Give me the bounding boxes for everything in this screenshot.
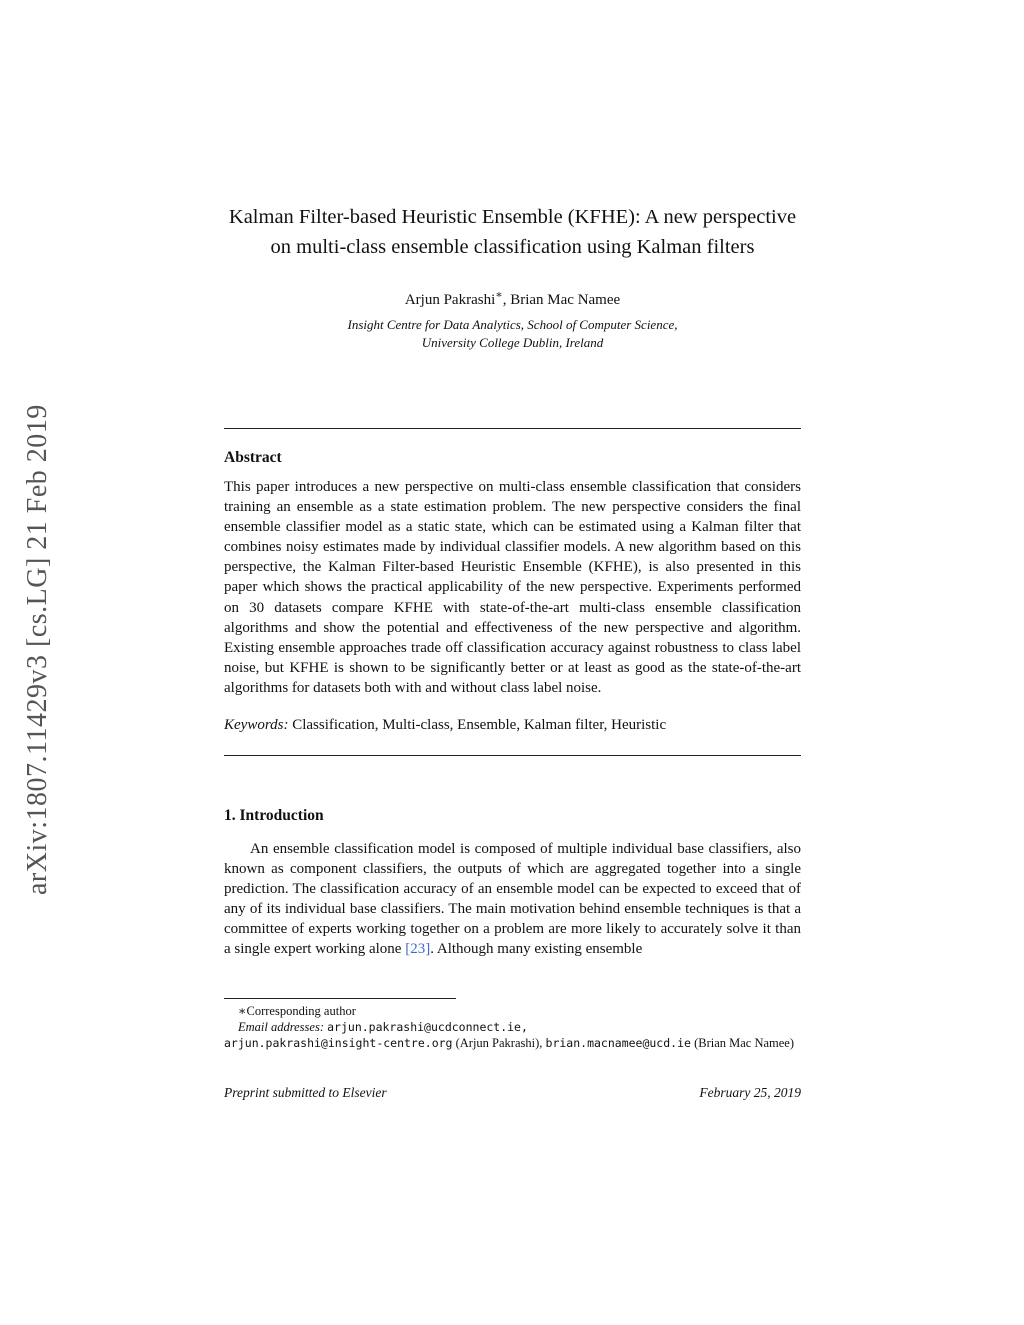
- preprint-note: Preprint submitted to Elsevier: [224, 1085, 387, 1101]
- keywords-text: Classification, Multi-class, Ensemble, Kalman filter, Heuristic: [288, 717, 667, 734]
- abstract-bottom-rule: [224, 755, 801, 756]
- paper-title: Kalman Filter-based Heuristic Ensemble (KFHE): A new perspective on multi-class ensemble classification using Kalman filters: [228, 206, 797, 258]
- footnote-block: [224, 998, 801, 1052]
- section-1-heading: 1. Introduction: [224, 806, 324, 824]
- abstract-top-rule: [224, 428, 801, 429]
- email-address-1: arjun.pakrashi@ucdconnect.ie,: [327, 1019, 528, 1034]
- keywords-line: [224, 715, 801, 735]
- intro-text-before-citation: An ensemble classification model is composed of multiple individual base classifiers, also known as component classifiers, the outputs of which are aggregated together into a single prediction. The classification accuracy of an ensemble model can be expected to exceed that of any of its individual base classifiers. The main motivation behind ensemble techniques is that a committee of experts working together on a problem are more likely to accurately solve it than a single expert working alone: [224, 840, 801, 958]
- affiliation: [224, 316, 801, 351]
- corresponding-author-note: ∗Corresponding author: [238, 1003, 356, 1018]
- email-addresses-label: Email addresses:: [238, 1019, 328, 1034]
- affiliation-line-2: University College Dublin, Ireland: [421, 334, 604, 350]
- keywords-label: Keywords:: [224, 717, 289, 734]
- email-addresses-line-2: [224, 1035, 801, 1051]
- email-addresses-line: [224, 1019, 801, 1035]
- footer-date: February 25, 2019: [699, 1085, 801, 1101]
- email-address-3: brian.macnamee@ucd.ie: [545, 1036, 691, 1051]
- page-footer: [224, 1085, 801, 1101]
- intro-paragraph: [224, 839, 801, 960]
- abstract-heading: Abstract: [224, 448, 282, 466]
- email-owner-2: (Brian Mac Namee): [690, 1036, 795, 1051]
- abstract-text: This paper introduces a new perspective on multi-class ensemble classification that considers training an ensemble as a state estimation problem. The new perspective considers the final ensemble classifier model as a static state, which can be estimated using a Kalman filter that combines noisy estimates made by individual classifier models. A new algorithm based on this perspective, the Kalman Filter-based Heuristic Ensemble (KFHE), is also presented in this paper which shows the practical applicability of the new perspective. Experiments performed on 30 datasets compare KFHE with state-of-the-art multi-class ensemble classification algorithms and show the potential and effectiveness of the new perspective and algorithm. Existing ensemble approaches trade off classification accuracy against robustness to class label noise, but KFHE is shown to be significantly better or at least as good as the state-of-the-art algorithms for datasets both with and without class label noise.: [224, 478, 801, 697]
- footnote-rule: [224, 998, 456, 999]
- corresponding-author-asterisk: ∗: [495, 289, 503, 302]
- author-name-2: , Brian Mac Namee: [502, 292, 621, 309]
- author-line: [224, 288, 801, 309]
- intro-text-after-citation: . Although many existing ensemble: [430, 941, 643, 958]
- affiliation-line-1: Insight Centre for Data Analytics, School of Computer Science,: [347, 317, 678, 333]
- arxiv-watermark: arXiv:1807.11429v3 [cs.LG] 21 Feb 2019: [22, 404, 53, 896]
- paper-content: [224, 0, 801, 1101]
- citation-23-link[interactable]: [23]: [405, 941, 431, 958]
- author-name-1: Arjun Pakrashi: [404, 292, 496, 309]
- email-address-2: arjun.pakrashi@insight-centre.org: [224, 1036, 453, 1051]
- email-owner-1: (Arjun Pakrashi),: [452, 1036, 546, 1051]
